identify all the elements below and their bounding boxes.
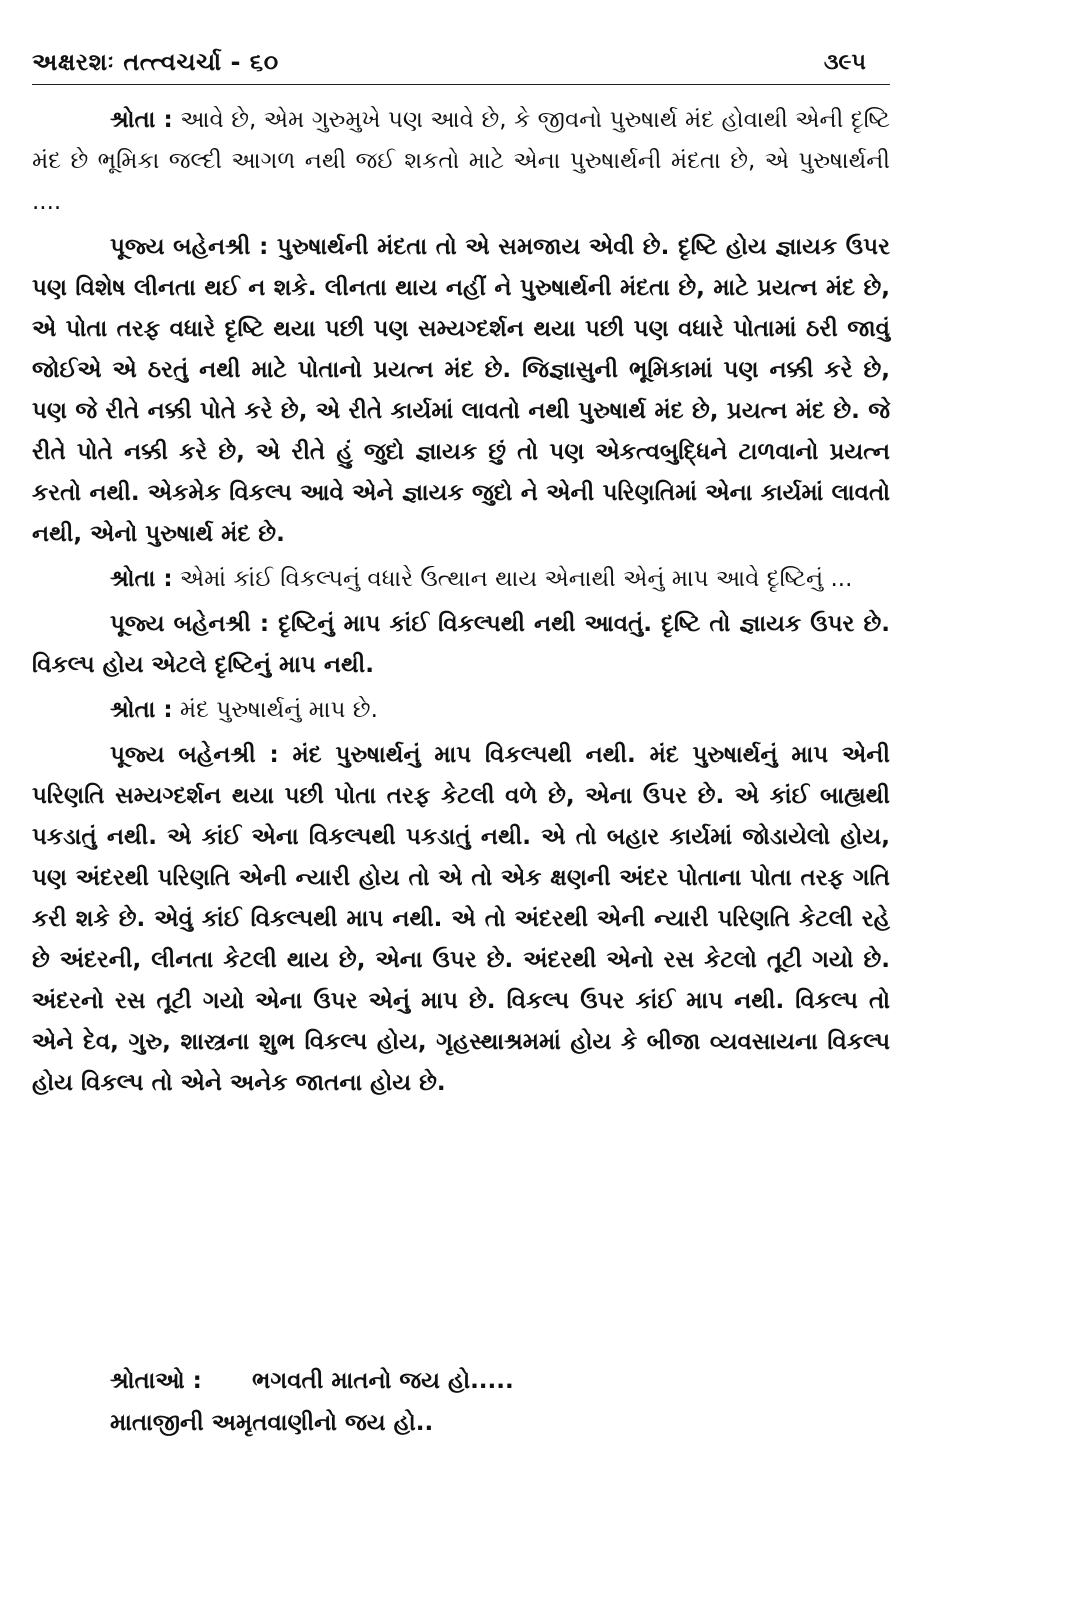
dialogue-body: [32, 100, 890, 1108]
page-header: [32, 42, 892, 82]
closing-line-1: [110, 1360, 870, 1402]
speaker-label: પૂજ્ય બહેનશ્રી :: [110, 234, 269, 260]
speaker-label: પૂજ્ય બહેનશ્રી :: [110, 611, 270, 637]
dialogue-paragraph: [32, 227, 890, 555]
dialogue-paragraph: [32, 735, 890, 1104]
page-number: ૩૯૫: [823, 49, 866, 75]
closing-chant: [110, 1360, 870, 1444]
speaker-label: શ્રોતા :: [110, 566, 173, 592]
running-title: અક્ષરશઃ તત્ત્વચર્ચા - ૬૦: [32, 48, 279, 76]
dialogue-paragraph: [32, 690, 890, 731]
paragraph-text: પુરુષાર્થની મંદતા તો એ સમજાય એવી છે. દૃષ્ટિ હોય જ્ઞાયક ઉપર પણ વિશેષ લીનતા થઈ ન શકે. લીનતા થાય નહીં ને પુરુષાર્થની મંદતા છે, માટે પ્રયત્ન મંદ છે, એ પોતા તરફ વધારે દૃષ્ટિ થયા પછી પણ સમ્યગ્દર્શન થયા પછી પણ વધારે પોતામાં ઠરી જાવું જોઈએ એ ઠરતું નથી માટે પોતાનો પ્રયત્ન મંદ છે. જિજ્ઞાસુની ભૂમિકામાં પણ નક્કી કરે છે, પણ જે રીતે નક્કી પોતે કરે છે, એ રીતે કાર્યમાં લાવતો નથી પુરુષાર્થ મંદ છે, પ્રયત્ન મંદ છે. જે રીતે પોતે નક્કી કરે છે, એ રીતે હું જુદો જ્ઞાયક છું તો પણ એકત્વબુદ્ધિને ટાળવાનો પ્રયત્ન કરતો નથી. એકમેક વિકલ્પ આવે એને જ્ઞાયક જુદો ને એની પરિણતિમાં એના કાર્યમાં લાવતો નથી, એનો પુરુષાર્થ મંદ છે.: [32, 234, 890, 547]
speaker-label: શ્રોતા :: [110, 107, 173, 133]
closing-chant-2: માતાજીની અમૃતવાણીનો જય હો..: [110, 1410, 434, 1436]
paragraph-text: દૃષ્ટિનું માપ કાંઈ વિકલ્પથી નથી આવતું. દૃષ્ટિ તો જ્ઞાયક ઉપર છે. વિકલ્પ હોય એટલે દૃષ્ટિનું માપ નથી.: [32, 611, 890, 678]
paragraph-text: આવે છે, એમ ગુરુમુખે પણ આવે છે, કે જીવનો પુરુષાર્થ મંદ હોવાથી એની દૃષ્ટિ મંદ છે ભૂમિકા જલ્દી આગળ નથી જઈ શકતો માટે એના પુરુષાર્થની મંદતા છે, એ પુરુષાર્થની ....: [32, 107, 890, 215]
paragraph-text: મંદ પુરુષાર્થનું માપ છે.: [172, 697, 378, 723]
closing-speaker-label: શ્રોતાઓ :: [110, 1368, 202, 1394]
paragraph-text: એમાં કાંઈ વિકલ્પનું વધારે ઉત્થાન થાય એનાથી એનું માપ આવે દૃષ્ટિનું ...: [172, 566, 853, 592]
dialogue-paragraph: [32, 559, 890, 600]
dialogue-paragraph: [32, 604, 890, 686]
dialogue-paragraph: [32, 100, 890, 223]
header-rule: [32, 84, 890, 85]
paragraph-text: મંદ પુરુષાર્થનું માપ વિકલ્પથી નથી. મંદ પુરુષાર્થનું માપ એની પરિણતિ સમ્યગ્દર્શન થયા પછી પોતા તરફ કેટલી વળે છે, એના ઉપર છે. એ કાંઈ બાહ્યથી પકડાતું નથી. એ કાંઈ એના વિકલ્પથી પકડાતું નથી. એ તો બહાર કાર્યમાં જોડાયેલો હોય, પણ અંદરથી પરિણતિ એની ન્યારી હોય તો એ તો એક ક્ષણની અંદર પોતાના પોતા તરફ ગતિ કરી શકે છે. એવું કાંઈ વિકલ્પથી માપ નથી. એ તો અંદરથી એની ન્યારી પરિણતિ કેટલી રહે છે અંદરની, લીનતા કેટલી થાય છે, એના ઉપર છે. અંદરથી એનો રસ કેટલો તૂટી ગયો છે. અંદરનો રસ તૂટી ગયો એના ઉપર એનું માપ છે. વિકલ્પ ઉપર કાંઈ માપ નથી. વિકલ્પ તો એને દેવ, ગુરુ, શાસ્ત્રના શુભ વિકલ્પ હોય, ગૃહસ્થાશ્રમમાં હોય કે બીજા વ્યવસાયના વિકલ્પ હોય વિકલ્પ તો એને અનેક જાતના હોય છે.: [32, 742, 890, 1096]
speaker-label: પૂજ્ય બહેનશ્રી :: [110, 742, 279, 768]
closing-chant-1: ભગવતી માતનો જય હો.....: [252, 1368, 514, 1394]
speaker-label: શ્રોતા :: [110, 697, 173, 723]
